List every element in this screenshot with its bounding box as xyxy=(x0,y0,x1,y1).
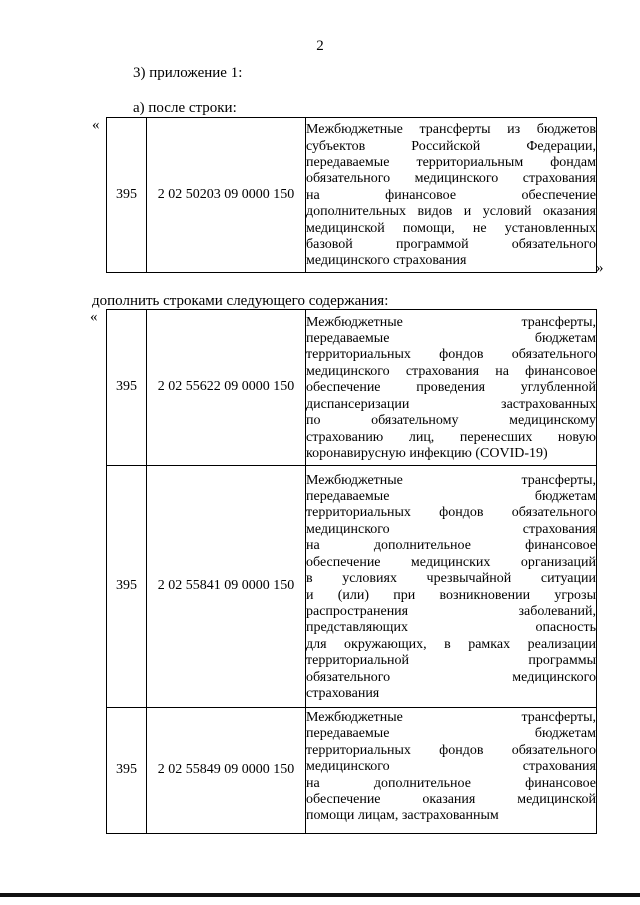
description-line: передаваемые бюджетам xyxy=(306,331,596,347)
admin-code-cell: 395 xyxy=(107,118,147,273)
description-line: Межбюджетные трансферты из бюджетов xyxy=(306,122,596,138)
description-line: распространения заболеваний, xyxy=(306,603,596,619)
sub-heading: а) после строки: xyxy=(133,100,237,116)
description-line: передаваемые бюджетам xyxy=(306,489,596,505)
admin-code-cell: 395 xyxy=(107,466,147,708)
existing-row-table xyxy=(106,117,597,273)
description-line: обязательного медицинского страхования xyxy=(306,171,596,187)
opening-quote: « xyxy=(92,117,100,133)
table-row xyxy=(107,708,597,834)
description-line: базовой программой обязательного xyxy=(306,237,596,253)
description-line: территориальных фондов обязательного xyxy=(306,742,596,758)
description-line: дополнительных видов и условий оказания xyxy=(306,204,596,220)
description-line: территориальной программы xyxy=(306,653,596,669)
table-row xyxy=(107,310,597,466)
description-line: медицинского страхования xyxy=(306,253,467,269)
budget-code-cell: 2 02 55841 09 0000 150 xyxy=(147,466,306,708)
description-line: в условиях чрезвычайной ситуации xyxy=(306,571,596,587)
description-line: Межбюджетные трансферты, xyxy=(306,710,596,725)
description-line: медицинского страхования на финансовое xyxy=(306,363,596,379)
description-line: на дополнительное финансовое xyxy=(306,775,596,791)
description-line: обеспечение проведения углубленной xyxy=(306,380,596,396)
scan-edge-bar xyxy=(0,893,640,897)
description-line: диспансеризации застрахованных xyxy=(306,396,596,412)
description-line: на дополнительное финансовое xyxy=(306,538,596,554)
description-line: обеспечение оказания медицинской xyxy=(306,792,596,808)
description-line: медицинского страхования xyxy=(306,521,596,537)
description-cell xyxy=(306,466,597,708)
description-line: Межбюджетные трансферты, xyxy=(306,314,596,330)
budget-code-cell: 2 02 55622 09 0000 150 xyxy=(147,310,306,466)
description-line: помощи лицам, застрахованным xyxy=(306,808,499,824)
item-heading: 3) приложение 1: xyxy=(133,65,243,81)
description-line: на финансовое обеспечение xyxy=(306,187,596,203)
description-line: передаваемые территориальным фондам xyxy=(306,154,596,170)
description-line: Межбюджетные трансферты, xyxy=(306,472,596,488)
description-line: по обязательному медицинскому xyxy=(306,413,596,429)
budget-code-cell: 2 02 55849 09 0000 150 xyxy=(147,708,306,834)
description-line: и (или) при возникновении угрозы xyxy=(306,587,596,603)
description-line: страхования xyxy=(306,685,380,701)
description-cell xyxy=(306,708,597,834)
page-number: 2 xyxy=(316,38,324,54)
description-line: страхованию лиц, перенесших новую xyxy=(306,429,596,445)
description-line: для окружающих, в рамках реализации xyxy=(306,636,596,652)
description-line: территориальных фондов обязательного xyxy=(306,347,596,363)
description-line: обеспечение медицинских организаций xyxy=(306,554,596,570)
description-line: медицинского страхования xyxy=(306,759,596,775)
budget-code-cell: 2 02 50203 09 0000 150 xyxy=(147,118,306,273)
admin-code-cell: 395 xyxy=(107,708,147,834)
description-line: медицинской помощи, не установленных xyxy=(306,220,596,236)
description-cell xyxy=(306,118,597,273)
description-line: передаваемые бюджетам xyxy=(306,726,596,742)
table-row xyxy=(107,466,597,708)
description-line: коронавирусную инфекцию (COVID-19) xyxy=(306,445,548,461)
description-line: представляющих опасность xyxy=(306,620,596,636)
description-line: территориальных фондов обязательного xyxy=(306,505,596,521)
opening-quote-2: « xyxy=(90,309,98,325)
description-cell xyxy=(306,310,597,466)
add-rows-heading: дополнить строками следующего содержания: xyxy=(92,293,389,309)
description-line: обязательного медицинского xyxy=(306,669,596,685)
table-row xyxy=(107,118,597,273)
description-line: субъектов Российской Федерации, xyxy=(306,138,596,154)
admin-code-cell: 395 xyxy=(107,310,147,466)
new-rows-table xyxy=(106,309,597,834)
closing-quote: » xyxy=(596,260,604,276)
